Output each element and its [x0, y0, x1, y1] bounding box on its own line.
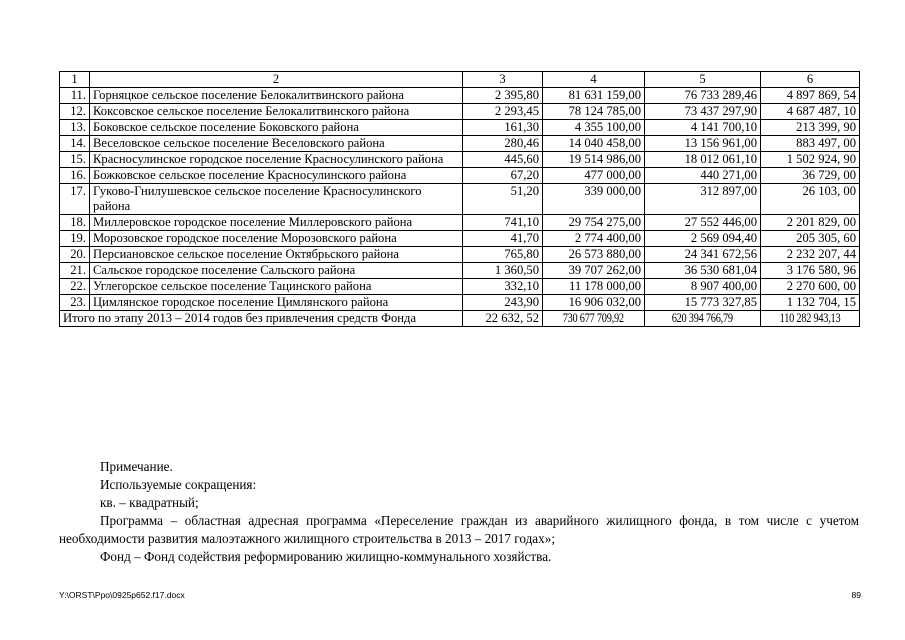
fund-cost-value: 15 773 327,85 — [645, 295, 761, 311]
fund-cost-value: 312 897,00 — [645, 184, 761, 215]
area-value: 765,80 — [463, 247, 543, 263]
area-value: 332,10 — [463, 279, 543, 295]
table-row — [60, 88, 860, 104]
footer-page-number: 89 — [851, 590, 861, 600]
row-number: 12. — [60, 104, 90, 120]
table-row — [60, 168, 860, 184]
row-number: 16. — [60, 168, 90, 184]
regional-cost-value: 4 897 869, 54 — [761, 88, 860, 104]
area-value: 51,20 — [463, 184, 543, 215]
total-cost-value: 39 707 262,00 — [543, 263, 645, 279]
total-cost-value: 81 631 159,00 — [543, 88, 645, 104]
table-header-row — [60, 72, 860, 88]
table-row — [60, 215, 860, 231]
table-row — [60, 295, 860, 311]
fund-cost-value: 440 271,00 — [645, 168, 761, 184]
regional-cost-value: 36 729, 00 — [761, 168, 860, 184]
row-number: 13. — [60, 120, 90, 136]
table-row — [60, 104, 860, 120]
area-value: 2 293,45 — [463, 104, 543, 120]
abbreviations-heading: Используемые сокращения: — [100, 477, 257, 492]
table-row — [60, 263, 860, 279]
header-cell-3: 3 — [463, 72, 543, 88]
area-value: 67,20 — [463, 168, 543, 184]
regional-cost-value: 1 132 704, 15 — [761, 295, 860, 311]
table-total-row — [60, 311, 860, 327]
area-value: 1 360,50 — [463, 263, 543, 279]
note-title: Примечание. — [100, 459, 173, 474]
settlement-name: Миллеровское городское поселение Миллеровского района — [90, 215, 463, 231]
header-cell-2: 2 — [90, 72, 463, 88]
area-value: 243,90 — [463, 295, 543, 311]
row-number: 21. — [60, 263, 90, 279]
abbreviation-kv: кв. – квадратный; — [100, 495, 199, 510]
total-cost-value: 14 040 458,00 — [543, 136, 645, 152]
regional-cost-value: 205 305, 60 — [761, 231, 860, 247]
table-row — [60, 120, 860, 136]
total-cost-value: 78 124 785,00 — [543, 104, 645, 120]
total-cost-value: 2 774 400,00 — [543, 231, 645, 247]
settlement-name: Горняцкое сельское поселение Белокалитвинского района — [90, 88, 463, 104]
data-table — [59, 71, 860, 327]
settlement-name: Цимлянское городское поселение Цимлянского района — [90, 295, 463, 311]
header-cell-4: 4 — [543, 72, 645, 88]
fund-cost-value: 76 733 289,46 — [645, 88, 761, 104]
total-cost-value: 339 000,00 — [543, 184, 645, 215]
row-number: 22. — [60, 279, 90, 295]
total-cost-sum — [543, 311, 645, 327]
total-cost-value: 29 754 275,00 — [543, 215, 645, 231]
table-row — [60, 247, 860, 263]
total-cost-value: 4 355 100,00 — [543, 120, 645, 136]
row-number: 23. — [60, 295, 90, 311]
settlement-name: Коксовское сельское поселение Белокалитвинского района — [90, 104, 463, 120]
regional-cost-value: 4 687 487, 10 — [761, 104, 860, 120]
total-cost-value: 11 178 000,00 — [543, 279, 645, 295]
regional-cost-value: 3 176 580, 96 — [761, 263, 860, 279]
total-sum-text: 620 394 766,79 — [671, 311, 734, 325]
regional-cost-value: 1 502 924, 90 — [761, 152, 860, 168]
settlement-name: Красносулинское городское поселение Красносулинского района — [90, 152, 463, 168]
total-area-value: 22 632, 52 — [463, 311, 543, 327]
fund-cost-value: 36 530 681,04 — [645, 263, 761, 279]
row-number: 19. — [60, 231, 90, 247]
regional-cost-value: 2 201 829, 00 — [761, 215, 860, 231]
fund-cost-value: 27 552 446,00 — [645, 215, 761, 231]
row-number: 14. — [60, 136, 90, 152]
total-cost-value: 26 573 880,00 — [543, 247, 645, 263]
total-cost-value: 477 000,00 — [543, 168, 645, 184]
settlement-name: Божковское сельское поселение Красносулинского района — [90, 168, 463, 184]
table-row — [60, 231, 860, 247]
fund-cost-sum — [645, 311, 761, 327]
abbreviation-fond: Фонд – Фонд содействия реформированию жилищно-коммунального хозяйства. — [100, 549, 552, 564]
regional-cost-value: 26 103, 00 — [761, 184, 860, 215]
row-number: 18. — [60, 215, 90, 231]
abbreviation-program: Программа – областная адресная программа «Переселение граждан из аварийного жилищного фонда, в том числе с учетом необходимости развития малоэтажного жилищного строительства в 2013 – 2017 годах»; — [59, 513, 859, 546]
row-number: 17. — [60, 184, 90, 215]
fund-cost-value: 73 437 297,90 — [645, 104, 761, 120]
fund-cost-value: 24 341 672,56 — [645, 247, 761, 263]
settlement-name: Веселовское сельское поселение Веселовского района — [90, 136, 463, 152]
settlement-name: Морозовское городское поселение Морозовского района — [90, 231, 463, 247]
fund-cost-value: 4 141 700,10 — [645, 120, 761, 136]
regional-cost-value: 213 399, 90 — [761, 120, 860, 136]
total-label: Итого по этапу 2013 – 2014 годов без привлечения средств Фонда — [60, 311, 463, 327]
row-number: 20. — [60, 247, 90, 263]
regional-cost-value: 2 232 207, 44 — [761, 247, 860, 263]
settlement-name: Боковское сельское поселение Боковского района — [90, 120, 463, 136]
regional-cost-value: 883 497, 00 — [761, 136, 860, 152]
fund-cost-value: 18 012 061,10 — [645, 152, 761, 168]
fund-cost-value: 8 907 400,00 — [645, 279, 761, 295]
total-cost-value: 16 906 032,00 — [543, 295, 645, 311]
row-number: 15. — [60, 152, 90, 168]
area-value: 161,30 — [463, 120, 543, 136]
table-row — [60, 184, 860, 215]
table-row — [60, 152, 860, 168]
row-number: 11. — [60, 88, 90, 104]
area-value: 741,10 — [463, 215, 543, 231]
header-cell-1: 1 — [60, 72, 90, 88]
area-value: 41,70 — [463, 231, 543, 247]
header-cell-6: 6 — [761, 72, 860, 88]
settlement-name: Углегорское сельское поселение Тацинского района — [90, 279, 463, 295]
area-value: 2 395,80 — [463, 88, 543, 104]
total-sum-text: 110 282 943,13 — [779, 311, 841, 325]
area-value: 445,60 — [463, 152, 543, 168]
total-cost-value: 19 514 986,00 — [543, 152, 645, 168]
header-cell-5: 5 — [645, 72, 761, 88]
settlement-name: Персиановское сельское поселение Октябрьского района — [90, 247, 463, 263]
table-body — [60, 72, 860, 327]
settlement-name: Сальское городское поселение Сальского района — [90, 263, 463, 279]
footer-file-path: Y:\ORST\Ppo\0925p652.f17.docx — [59, 590, 185, 600]
settlement-name: Гуково-Гнилушевское сельское поселение Красносулинского района — [90, 184, 463, 215]
table-row — [60, 136, 860, 152]
fund-cost-value: 2 569 094,40 — [645, 231, 761, 247]
area-value: 280,46 — [463, 136, 543, 152]
fund-cost-value: 13 156 961,00 — [645, 136, 761, 152]
notes-section — [59, 458, 859, 566]
regional-cost-value: 2 270 600, 00 — [761, 279, 860, 295]
table-row — [60, 279, 860, 295]
total-sum-text: 730 677 709,92 — [562, 311, 625, 325]
regional-cost-sum — [761, 311, 860, 327]
